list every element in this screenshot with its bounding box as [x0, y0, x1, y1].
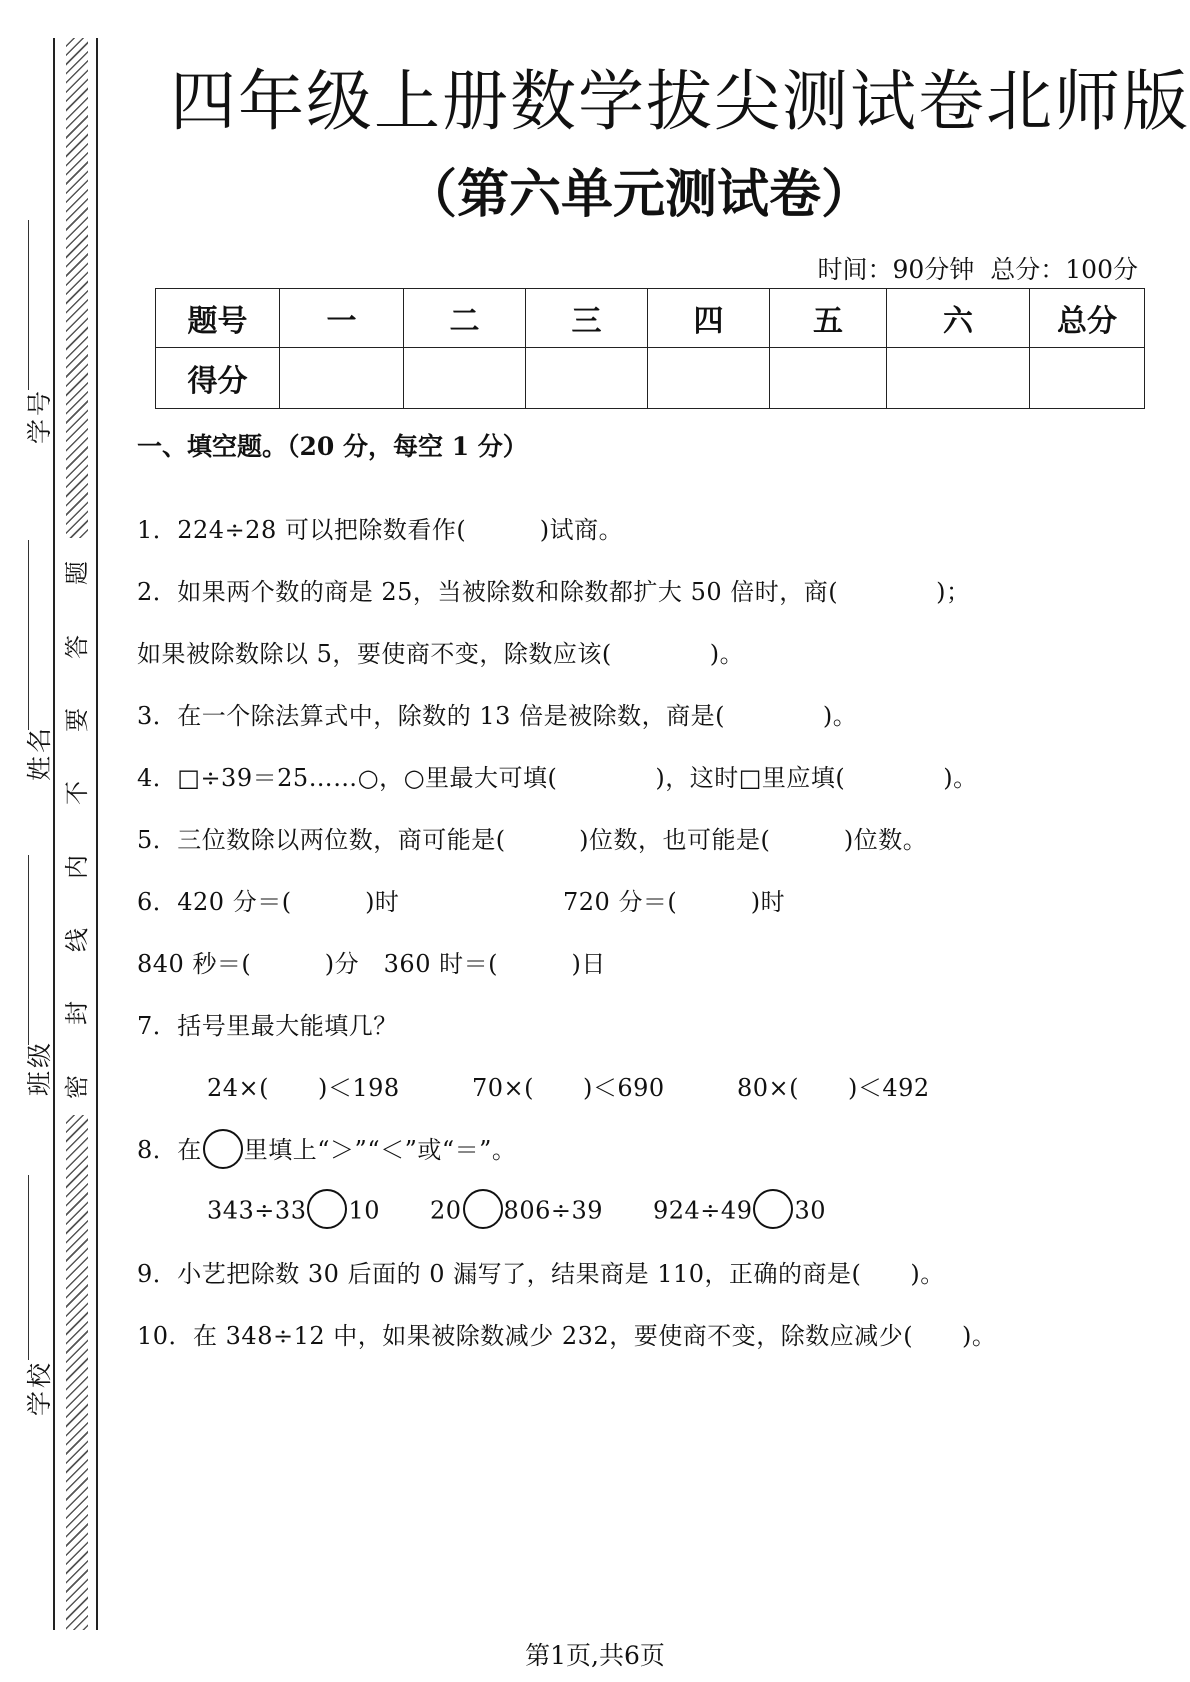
- question-6-left: 6．420 分＝( )时: [137, 888, 400, 916]
- question-8-item: [207, 1192, 380, 1232]
- page-subtitle: （第六单元测试卷）: [405, 164, 874, 225]
- time-limit: 时间：90分钟: [817, 255, 975, 284]
- seal-char: 要: [62, 705, 92, 735]
- question-6-right: 720 分＝( )时: [563, 888, 786, 916]
- question-2-part-a: 2．如果两个数的商是 25，当被除数和除数都扩大 50 倍时，商( )；: [137, 578, 971, 606]
- exam-info: [817, 250, 1138, 286]
- score-cell[interactable]: [648, 348, 770, 409]
- table-header-cell: 总分: [1030, 289, 1145, 348]
- page-title: 四年级上册数学拔尖测试卷北师版: [170, 63, 1190, 140]
- compare-right: 10: [348, 1196, 381, 1225]
- question-4: 4．□÷39＝25……○，○里最大可填( )，这时□里应填( )。: [137, 764, 978, 792]
- compare-circle-icon[interactable]: [753, 1189, 793, 1229]
- compare-circle-icon[interactable]: [307, 1189, 347, 1229]
- class-label: 班级: [25, 1040, 54, 1097]
- student-no-label: 学号: [25, 388, 54, 445]
- name-label: 姓名: [25, 725, 54, 782]
- hatch-pattern-top: [66, 38, 88, 538]
- question-1: 1．224÷28 可以把除数看作( )试商。: [137, 516, 624, 544]
- question-7-item: 70×( )＜690: [472, 1074, 665, 1102]
- table-header-cell: 六: [887, 289, 1030, 348]
- school-fill-line[interactable]: [28, 1175, 29, 1360]
- compare-circle-icon[interactable]: [203, 1129, 243, 1169]
- question-10: 10．在 348÷12 中，如果被除数减少 232，要使商不变，除数应减少( )。: [137, 1322, 997, 1350]
- seal-char: 答: [62, 632, 92, 662]
- question-7-item: 80×( )＜492: [737, 1074, 930, 1102]
- score-cell[interactable]: [526, 348, 648, 409]
- table-header-cell: 一: [280, 289, 404, 348]
- question-7: 7．括号里最大能填几？: [137, 1012, 398, 1040]
- seal-char: 密: [62, 1072, 92, 1102]
- question-8-prefix: 8．在: [137, 1136, 202, 1164]
- student-no-fill-line[interactable]: [28, 220, 29, 390]
- score-table-header-row: [156, 289, 1145, 348]
- total-score: 总分：100分: [990, 255, 1138, 284]
- score-cell[interactable]: [1030, 348, 1145, 409]
- table-header-cell: 四: [648, 289, 770, 348]
- binding-line-inner: [96, 38, 98, 1630]
- score-table: [155, 288, 1145, 409]
- score-cell[interactable]: [887, 348, 1030, 409]
- question-5: 5．三位数除以两位数，商可能是( )位数，也可能是( )位数。: [137, 826, 928, 854]
- question-2-part-b: 如果被除数除以 5，要使商不变，除数应该( )。: [137, 640, 745, 668]
- question-8-suffix: 里填上“＞”“＜”或“＝”。: [243, 1136, 517, 1164]
- hatch-pattern-bottom: [66, 1115, 88, 1630]
- score-table-score-row: [156, 348, 1145, 409]
- compare-left: 343÷33: [207, 1196, 307, 1225]
- question-3: 3．在一个除法算式中，除数的 13 倍是被除数，商是( )。: [137, 702, 858, 730]
- compare-circle-icon[interactable]: [463, 1189, 503, 1229]
- question-6-line-2: 840 秒＝( )分 360 时＝( )日: [137, 950, 606, 978]
- seal-char: 内: [62, 852, 92, 882]
- question-9: 9．小艺把除数 30 后面的 0 漏写了，结果商是 110，正确的商是( )。: [137, 1260, 945, 1288]
- seal-char: 封: [62, 998, 92, 1028]
- table-header-cell: 五: [770, 289, 887, 348]
- score-cell[interactable]: [770, 348, 887, 409]
- compare-right: 806÷39: [503, 1196, 604, 1225]
- table-header-cell: 三: [526, 289, 648, 348]
- page-number: 第1页,共6页: [525, 1641, 665, 1670]
- score-cell[interactable]: [280, 348, 404, 409]
- section-title: 一、填空题。（20 分，每空 1 分）: [137, 432, 528, 461]
- class-fill-line[interactable]: [28, 855, 29, 1045]
- seal-char: 不: [62, 778, 92, 808]
- name-fill-line[interactable]: [28, 540, 29, 730]
- question-8-item: [653, 1192, 826, 1232]
- table-header-cell: 二: [404, 289, 526, 348]
- question-7-item: 24×( )＜198: [207, 1074, 400, 1102]
- binding-margin: [0, 0, 100, 1682]
- school-label: 学校: [25, 1360, 54, 1417]
- table-header-cell: 题号: [156, 289, 280, 348]
- compare-left: 20: [430, 1196, 462, 1225]
- score-row-label: 得分: [156, 348, 280, 409]
- question-8-item: [430, 1192, 603, 1232]
- compare-left: 924÷49: [653, 1196, 753, 1225]
- question-8: [137, 1130, 516, 1172]
- seal-char: 线: [62, 925, 92, 955]
- seal-char: 题: [62, 558, 92, 588]
- compare-right: 30: [794, 1196, 827, 1225]
- score-cell[interactable]: [404, 348, 526, 409]
